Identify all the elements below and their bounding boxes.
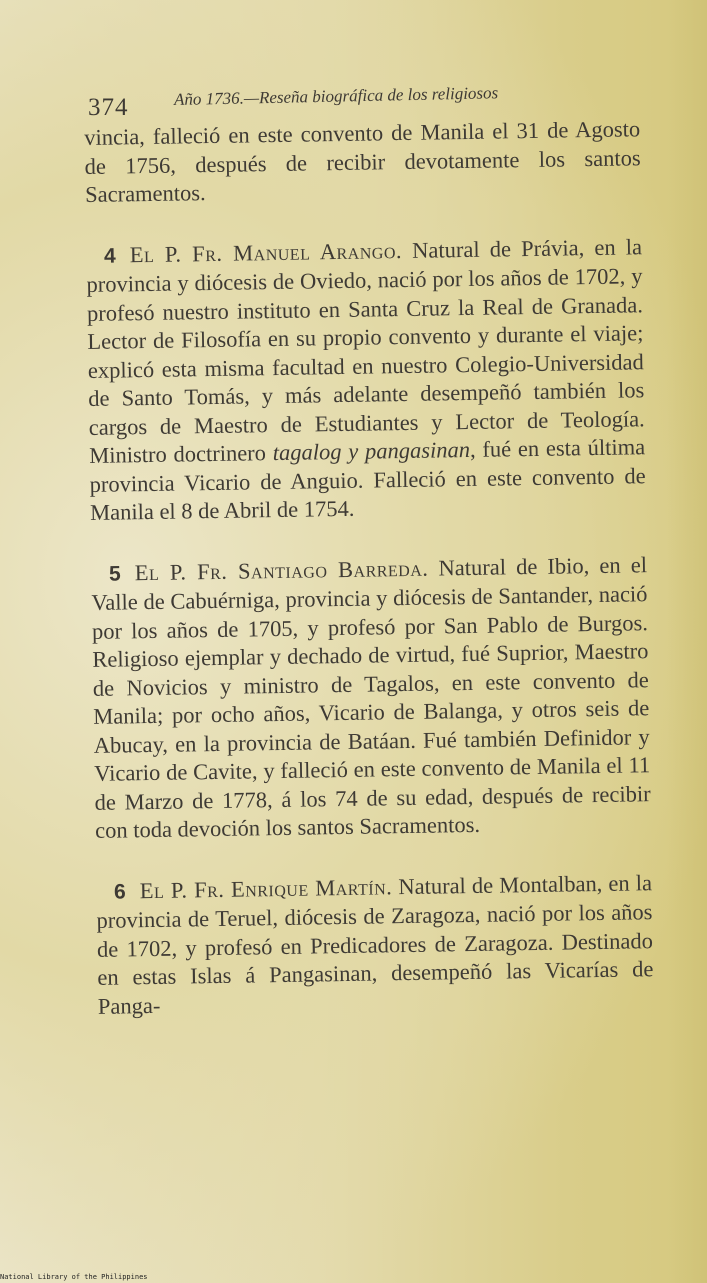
entry-name: El P. Fr. Enrique Martín. — [139, 873, 393, 903]
entry-text: Natural de Montalban, en la provincia de Teruel, diócesis de Zaragoza, nació por los años de 1702, y profesó en Predicadores de Zaragoza. Destinado en estas Islas á Pangasinan, desempeñó las Vicarías de Panga- — [96, 869, 654, 1019]
entry-number: 5 — [108, 561, 121, 586]
entry-text-continued: , fué en esta última provincia Vicario de Anguio. Falleció en este convento de Manila el 8 de Abril de 1754. — [89, 434, 646, 525]
entry-name: El P. Fr. Manuel Arango. — [129, 237, 403, 267]
page-fold-shadow — [667, 0, 707, 1283]
entry-text: Natural de Ibio, en el Valle de Cabuérniga, provincia y diócesis de Santander, nació por los años de 1705, y profesó por San Pablo de Burgos. Religioso ejemplar y dechado de virtud, fué Suprior, Maestro de Novicios y ministro de Tagalos, en este convento de Manila; por ocho años, Vicario de Balanga, y otros seis de Abucay, en la provincia de Batáan. Fué también Definidor y Vicario de Cavite, y falleció en este convento de Manila el 11 de Marzo de 1778, á los 74 de su edad, después de recibir con toda devoción los santos Sacramentos. — [91, 551, 651, 843]
paragraph-text: vincia, falleció en este convento de Manila el 31 de Agosto de 1756, después de recibir devotamente los santos Sacramentos. — [84, 116, 641, 207]
page-header — [88, 83, 648, 121]
entry-text: Natural de Právia, en la provincia y diócesis de Oviedo, nació por los años de 1702, y profesó nuestro instituto en Santa Cruz la Real de Granada. Lector de Filosofía en su propio convento y durante el viaje; explicó esta misma facultad en nuestro Colegio-Universidad de Santo Tomás, y más adelante desempeñó también los cargos de Maestro de Estudiantes y Lector de Teología. Ministro doctrinero — [86, 233, 645, 468]
page-number: 374 — [88, 94, 129, 121]
paragraph-continuation — [84, 115, 641, 209]
running-head: Año 1736.—Reseña biográfica de los religiosos — [173, 83, 499, 109]
entry-name: El P. Fr. Santiago Barreda. — [134, 555, 429, 585]
entry-4 — [86, 233, 646, 528]
entry-number: 6 — [113, 879, 126, 904]
entry-6 — [96, 869, 654, 1021]
entry-number: 4 — [103, 244, 116, 268]
body-text — [84, 115, 654, 1021]
entry-5 — [91, 551, 651, 846]
entry-italic-text: tagalog y pangasinan — [272, 436, 471, 466]
library-credit: National Library of the Philippines — [0, 1273, 148, 1281]
